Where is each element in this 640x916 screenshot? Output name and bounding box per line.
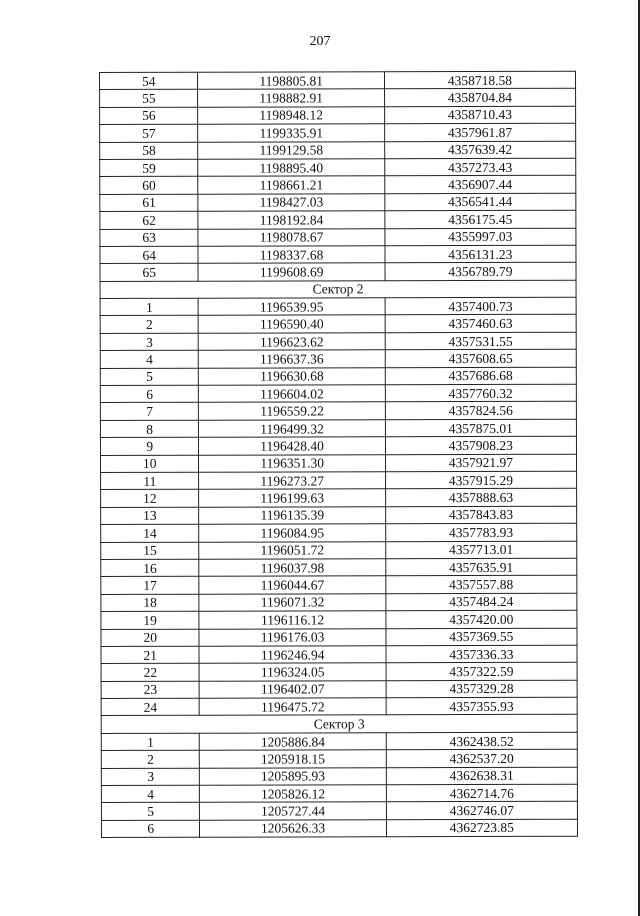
table-row	[100, 71, 576, 90]
table-row	[100, 176, 576, 195]
y-coordinate-cell: 4362714.76	[386, 784, 577, 802]
point-number-cell: 15	[101, 542, 200, 560]
point-number-cell: 60	[100, 177, 199, 195]
x-coordinate-cell: 1196199.63	[199, 489, 385, 507]
x-coordinate-cell: 1196623.62	[199, 333, 385, 351]
y-coordinate-cell: 4357273.43	[384, 158, 575, 176]
x-coordinate-cell: 1196116.12	[199, 611, 385, 629]
table-row	[101, 802, 577, 821]
table-row	[101, 645, 577, 664]
point-number-cell: 54	[100, 72, 199, 90]
x-coordinate-cell: 1198661.21	[198, 176, 384, 194]
table-row	[101, 506, 577, 525]
y-coordinate-cell: 4362537.20	[386, 749, 577, 767]
y-coordinate-cell: 4357531.55	[385, 332, 576, 350]
table-row	[100, 350, 576, 369]
table-row	[100, 89, 576, 108]
table-row	[101, 697, 577, 716]
y-coordinate-cell: 4362723.85	[386, 819, 577, 837]
point-number-cell: 9	[100, 437, 199, 455]
y-coordinate-cell: 4357400.73	[385, 297, 576, 315]
table-row	[100, 297, 576, 316]
x-coordinate-cell: 1199335.91	[198, 124, 384, 142]
table-row	[101, 471, 577, 490]
y-coordinate-cell: 4357783.93	[385, 523, 576, 541]
y-coordinate-cell: 4357915.29	[385, 471, 576, 489]
table-row	[100, 123, 576, 142]
point-number-cell: 8	[100, 420, 199, 438]
y-coordinate-cell: 4362438.52	[386, 732, 577, 750]
table-row	[100, 402, 576, 421]
point-number-cell: 21	[101, 646, 200, 664]
x-coordinate-cell: 1196176.03	[199, 628, 385, 646]
x-coordinate-cell: 1199608.69	[198, 263, 384, 281]
x-coordinate-cell: 1198948.12	[198, 107, 384, 125]
x-coordinate-cell: 1196499.32	[199, 420, 385, 438]
point-number-cell: 4	[101, 785, 200, 803]
y-coordinate-cell: 4357608.65	[385, 350, 576, 368]
x-coordinate-cell: 1196604.02	[199, 385, 385, 403]
point-number-cell: 2	[101, 750, 200, 768]
point-number-cell: 3	[101, 768, 200, 786]
table-row	[101, 593, 577, 612]
y-coordinate-cell: 4357369.55	[386, 628, 577, 646]
table-row	[100, 367, 576, 386]
y-coordinate-cell: 4357843.83	[385, 506, 576, 524]
table-row	[100, 193, 576, 212]
y-coordinate-cell: 4358704.84	[384, 89, 575, 107]
point-number-cell: 59	[100, 159, 199, 177]
table-row	[100, 315, 576, 334]
point-number-cell: 62	[100, 211, 199, 229]
x-coordinate-cell: 1199129.58	[198, 141, 384, 159]
table-row	[100, 419, 576, 438]
y-coordinate-cell: 4357760.32	[385, 384, 576, 402]
point-number-cell: 16	[101, 559, 200, 577]
y-coordinate-cell: 4357875.01	[385, 419, 576, 437]
y-coordinate-cell: 4362746.07	[386, 802, 577, 820]
table-row	[100, 245, 576, 264]
x-coordinate-cell: 1205626.33	[200, 820, 386, 838]
y-coordinate-cell: 4357336.33	[386, 645, 577, 663]
y-coordinate-cell: 4356907.44	[385, 176, 576, 194]
x-coordinate-cell: 1198895.40	[198, 159, 384, 177]
table-row	[101, 558, 577, 577]
table-row	[101, 784, 577, 803]
table-row	[101, 541, 577, 560]
point-number-cell: 14	[101, 524, 200, 542]
table-row	[101, 628, 577, 647]
point-number-cell: 10	[101, 455, 200, 473]
y-coordinate-cell: 4355997.03	[385, 228, 576, 246]
page-number: 207	[309, 34, 331, 49]
coordinates-table	[99, 71, 578, 838]
sector-title: Сектор 3	[101, 715, 577, 734]
point-number-cell: 24	[101, 698, 200, 716]
point-number-cell: 61	[100, 194, 199, 212]
y-coordinate-cell: 4357921.97	[385, 454, 576, 472]
coordinates-table-body	[100, 71, 578, 837]
x-coordinate-cell: 1198427.03	[198, 193, 384, 211]
point-number-cell: 13	[101, 507, 200, 525]
point-number-cell: 64	[100, 246, 199, 264]
x-coordinate-cell: 1198805.81	[198, 72, 384, 90]
table-row	[101, 454, 577, 473]
y-coordinate-cell: 4358718.58	[384, 71, 575, 89]
table-row	[101, 576, 577, 595]
point-number-cell: 5	[100, 368, 199, 386]
point-number-cell: 22	[101, 664, 200, 682]
table-row	[100, 263, 576, 282]
point-number-cell: 1	[101, 733, 200, 751]
table-row	[100, 384, 576, 403]
x-coordinate-cell: 1196135.39	[199, 507, 385, 525]
point-number-cell: 3	[100, 333, 199, 351]
table-row	[101, 489, 577, 508]
table-row	[100, 210, 576, 229]
point-number-cell: 5	[101, 803, 200, 821]
point-number-cell: 4	[100, 350, 199, 368]
y-coordinate-cell: 4358710.43	[384, 106, 575, 124]
table-row	[101, 663, 577, 682]
sector-header-row	[100, 280, 576, 299]
x-coordinate-cell: 1196351.30	[199, 454, 385, 472]
x-coordinate-cell: 1196559.22	[199, 402, 385, 420]
y-coordinate-cell: 4362638.31	[386, 767, 577, 785]
table-row	[100, 436, 576, 455]
y-coordinate-cell: 4357420.00	[386, 610, 577, 628]
x-coordinate-cell: 1196475.72	[200, 698, 386, 716]
table-row	[101, 749, 577, 768]
point-number-cell: 20	[101, 629, 200, 647]
table-row	[101, 523, 577, 542]
point-number-cell: 57	[100, 124, 199, 142]
x-coordinate-cell: 1196246.94	[199, 646, 385, 664]
x-coordinate-cell: 1196539.95	[199, 298, 385, 316]
y-coordinate-cell: 4357329.28	[386, 680, 577, 698]
y-coordinate-cell: 4356131.23	[385, 245, 576, 263]
x-coordinate-cell: 1196037.98	[199, 559, 385, 577]
point-number-cell: 56	[100, 107, 199, 125]
y-coordinate-cell: 4357686.68	[385, 367, 576, 385]
table-row	[100, 106, 576, 125]
point-number-cell: 55	[100, 90, 199, 108]
y-coordinate-cell: 4357460.63	[385, 315, 576, 333]
x-coordinate-cell: 1196590.40	[199, 315, 385, 333]
y-coordinate-cell: 4357322.59	[386, 663, 577, 681]
y-coordinate-cell: 4357713.01	[385, 541, 576, 559]
table-row	[101, 732, 577, 751]
x-coordinate-cell: 1205826.12	[200, 785, 386, 803]
x-coordinate-cell: 1196402.07	[200, 680, 386, 698]
x-coordinate-cell: 1196428.40	[199, 437, 385, 455]
point-number-cell: 17	[101, 577, 200, 595]
x-coordinate-cell: 1196324.05	[200, 663, 386, 681]
point-number-cell: 11	[101, 472, 200, 490]
point-number-cell: 12	[101, 490, 200, 508]
x-coordinate-cell: 1196084.95	[199, 524, 385, 542]
y-coordinate-cell: 4356175.45	[385, 210, 576, 228]
point-number-cell: 2	[100, 316, 199, 334]
point-number-cell: 7	[100, 403, 199, 421]
x-coordinate-cell: 1196044.67	[199, 576, 385, 594]
table-row	[100, 141, 576, 160]
y-coordinate-cell: 4357355.93	[386, 697, 577, 715]
x-coordinate-cell: 1205727.44	[200, 802, 386, 820]
table-row	[101, 610, 577, 629]
point-number-cell: 23	[101, 681, 200, 699]
table-row	[101, 819, 577, 838]
x-coordinate-cell: 1196071.32	[199, 593, 385, 611]
x-coordinate-cell: 1198192.84	[198, 211, 384, 229]
y-coordinate-cell: 4357557.88	[386, 576, 577, 594]
point-number-cell: 19	[101, 611, 200, 629]
x-coordinate-cell: 1205886.84	[200, 733, 386, 751]
point-number-cell: 6	[100, 385, 199, 403]
x-coordinate-cell: 1196051.72	[199, 541, 385, 559]
x-coordinate-cell: 1198078.67	[198, 228, 384, 246]
point-number-cell: 18	[101, 594, 200, 612]
x-coordinate-cell: 1205918.15	[200, 750, 386, 768]
table-row	[100, 158, 576, 177]
table-row	[101, 767, 577, 786]
y-coordinate-cell: 4357824.56	[385, 402, 576, 420]
y-coordinate-cell: 4356789.79	[385, 263, 576, 281]
table-row	[100, 332, 576, 351]
y-coordinate-cell: 4357635.91	[386, 558, 577, 576]
x-coordinate-cell: 1196273.27	[199, 472, 385, 490]
point-number-cell: 65	[100, 264, 199, 282]
sector-title: Сектор 2	[100, 280, 576, 299]
y-coordinate-cell: 4357961.87	[384, 123, 575, 141]
x-coordinate-cell: 1198337.68	[198, 246, 384, 264]
y-coordinate-cell: 4356541.44	[385, 193, 576, 211]
x-coordinate-cell: 1196637.36	[199, 350, 385, 368]
y-coordinate-cell: 4357908.23	[385, 436, 576, 454]
x-coordinate-cell: 1196630.68	[199, 367, 385, 385]
table-row	[100, 228, 576, 247]
point-number-cell: 58	[100, 142, 199, 160]
x-coordinate-cell: 1205895.93	[200, 767, 386, 785]
x-coordinate-cell: 1198882.91	[198, 89, 384, 107]
point-number-cell: 6	[101, 820, 200, 838]
table-row	[101, 680, 577, 699]
y-coordinate-cell: 4357639.42	[384, 141, 575, 159]
point-number-cell: 1	[100, 298, 199, 316]
sector-header-row	[101, 715, 577, 734]
y-coordinate-cell: 4357888.63	[385, 489, 576, 507]
point-number-cell: 63	[100, 229, 199, 247]
y-coordinate-cell: 4357484.24	[386, 593, 577, 611]
